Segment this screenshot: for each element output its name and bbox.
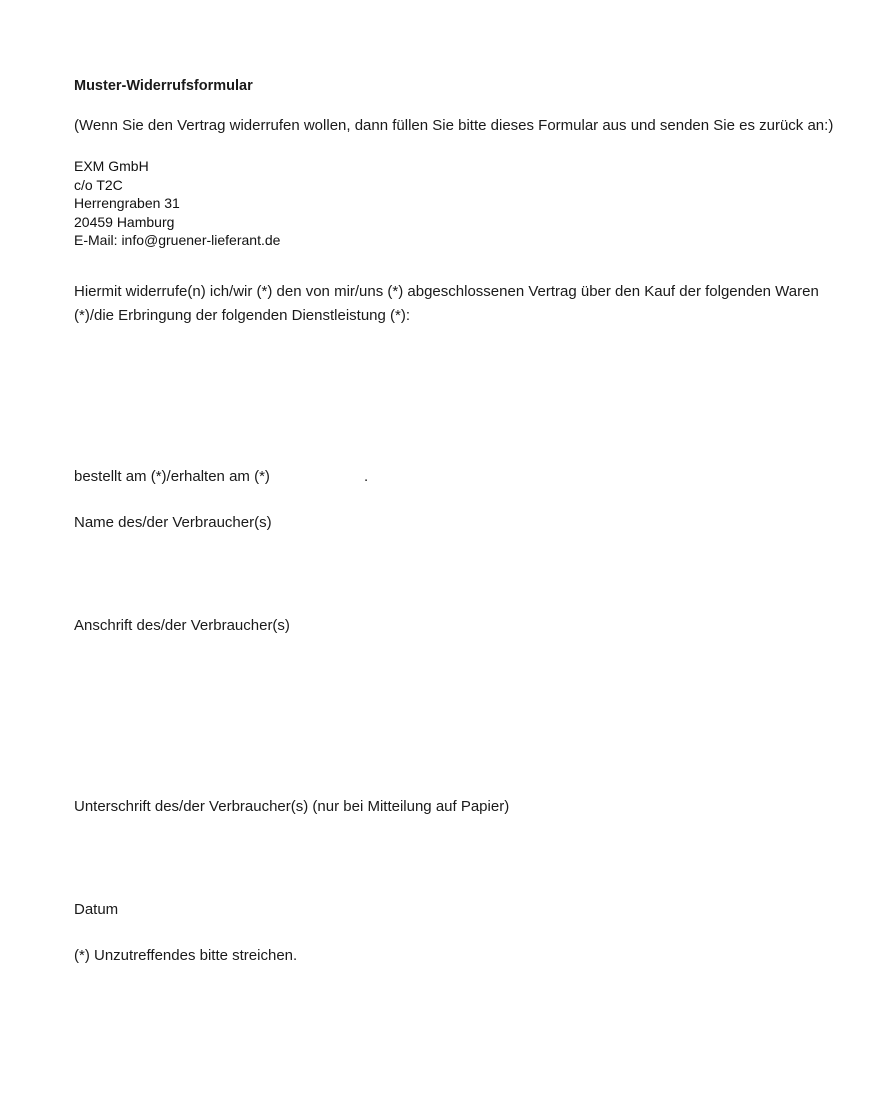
consumer-signature-label: Unterschrift des/der Verbraucher(s) (nur bei Mitteilung auf Papier) <box>74 798 510 815</box>
ordered-received-field <box>74 468 369 486</box>
recipient-email: E-Mail: info@gruener-lieferant.de <box>74 232 281 248</box>
withdrawal-statement: Hiermit widerrufe(n) ich/wir (*) den von mir/uns (*) abgeschlossenen Vertrag über den Kauf der folgenden Waren (*)/die Erbringung der folgenden Dienstleistung (*): <box>74 283 819 324</box>
consumer-address-label: Anschrift des/der Verbraucher(s) <box>74 617 290 634</box>
recipient-company: EXM GmbH <box>74 158 149 174</box>
consumer-name-label: Name des/der Verbraucher(s) <box>74 514 272 531</box>
recipient-city: 20459 Hamburg <box>74 213 175 230</box>
form-intro: (Wenn Sie den Vertrag widerrufen wollen, dann füllen Sie bitte dieses Formular aus und senden Sie es zurück an:) <box>74 117 834 134</box>
footnote: (*) Unzutreffendes bitte streichen. <box>74 947 298 964</box>
ordered-received-dot: . <box>364 468 369 485</box>
recipient-address-block <box>74 157 280 250</box>
ordered-received-label: bestellt am (*)/erhalten am (*) <box>74 468 270 485</box>
recipient-street: Herrengraben 31 <box>74 195 180 211</box>
recipient-care-of: c/o T2C <box>74 176 123 193</box>
form-title: Muster-Widerrufsformular <box>74 78 253 94</box>
date-label: Datum <box>74 901 119 918</box>
